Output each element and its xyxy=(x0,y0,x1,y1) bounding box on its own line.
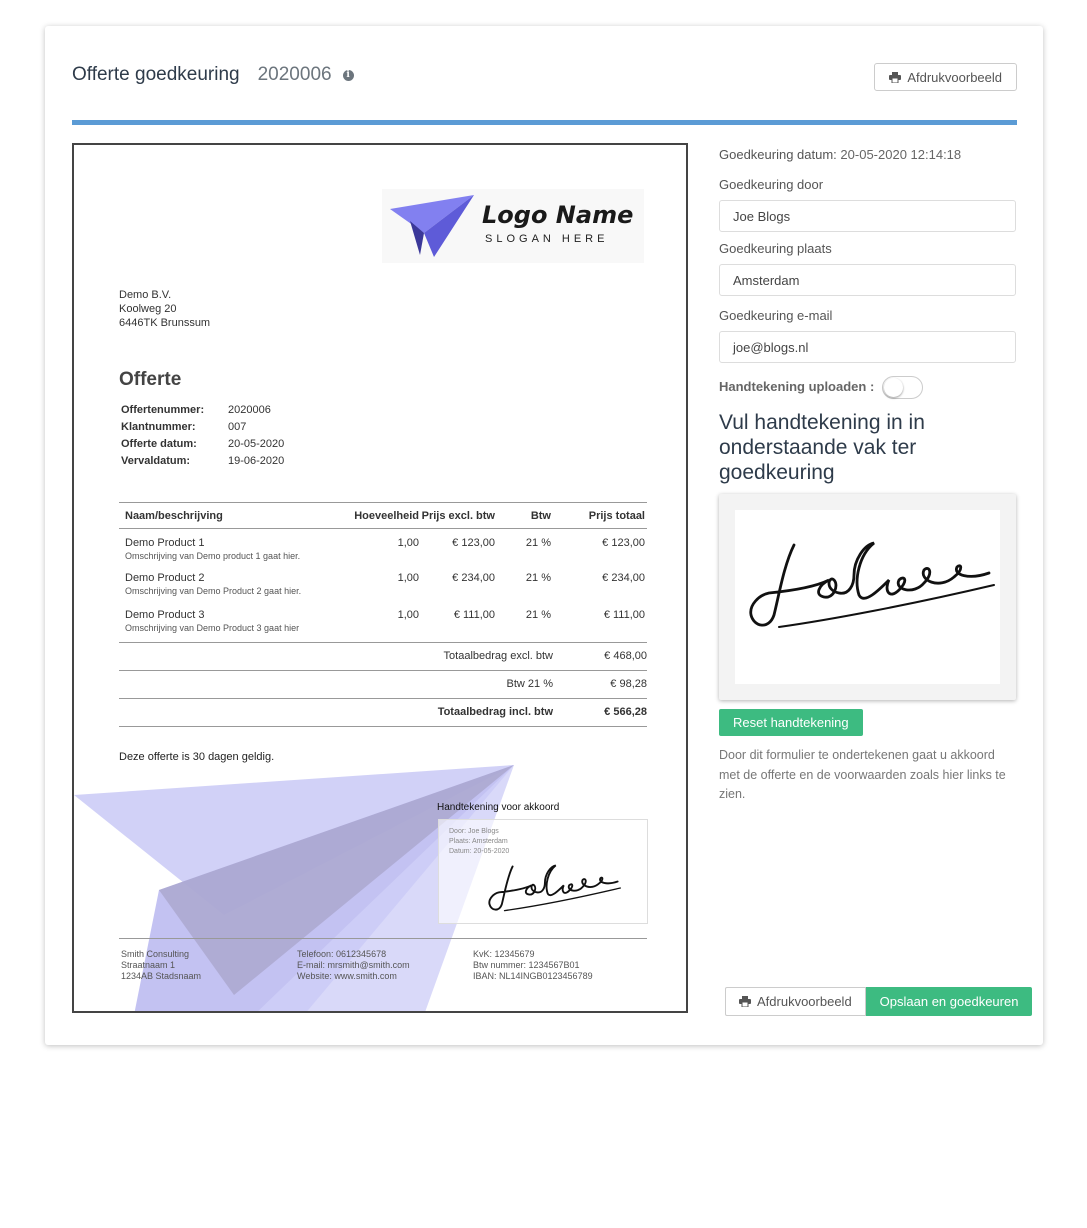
address-line: 6446TK Brunssum xyxy=(119,317,211,329)
product-name: Demo Product 1 xyxy=(125,537,205,549)
line-total: € 111,00 xyxy=(603,609,645,621)
footer-registration: KvK: 12345679 Btw nummer: 1234567B01 IBAN: NL14INGB0123456789 xyxy=(473,949,593,981)
grand-total-row: Totaalbedrag incl. btw € 566,28 xyxy=(119,698,647,727)
action-buttons xyxy=(725,987,1032,1016)
table-row xyxy=(119,529,647,565)
meta-row: Offerte datum: 20-05-2020 xyxy=(121,438,285,450)
signature-meta: Door: Joe Blogs Plaats: Amsterdam Datum: 20-05-2020 xyxy=(449,828,510,855)
page-title: Offerte goedkeuring xyxy=(72,64,240,85)
product-name: Demo Product 2 xyxy=(125,572,205,584)
print-preview-button-top[interactable] xyxy=(874,63,1017,91)
logo-name: Logo Name xyxy=(482,201,634,229)
vat-rate: 21 % xyxy=(525,537,551,549)
document-signature-box xyxy=(438,819,648,924)
line-total: € 123,00 xyxy=(602,537,645,549)
terms-note: Door dit formulier te ondertekenen gaat u akkoord met de offerte en de voorwaarden zoals hier links te zien. xyxy=(719,748,1006,801)
approved-by-label: Goedkeuring door xyxy=(719,177,824,192)
approval-place-label: Goedkeuring plaats xyxy=(719,241,832,256)
product-name: Demo Product 3 xyxy=(125,609,205,621)
meta-row: Klantnummer: 007 xyxy=(121,421,247,433)
unit-price: € 234,00 xyxy=(452,572,495,584)
unit-price: € 111,00 xyxy=(453,609,495,621)
subtotal-row: Totaalbedrag excl. btw € 468,00 xyxy=(119,642,647,670)
validity-note: Deze offerte is 30 dagen geldig. xyxy=(119,751,275,763)
meta-row: Offertenummer: 2020006 xyxy=(121,404,271,416)
approval-email-label: Goedkeuring e-mail xyxy=(719,308,833,323)
footer-contact: Telefoon: 0612345678 E-mail: mrsmith@smith.com Website: www.smith.com xyxy=(297,949,410,981)
approval-place-input[interactable]: Amsterdam xyxy=(719,264,1016,296)
handwritten-signature-small xyxy=(483,858,623,918)
printer-icon xyxy=(739,996,751,1007)
quote-number: 2020006 xyxy=(257,64,332,85)
logo-slogan: SLOGAN HERE xyxy=(485,233,609,245)
signature-section-title: Handtekening voor akkoord xyxy=(437,802,560,813)
handwritten-signature xyxy=(739,530,999,640)
table-row xyxy=(119,565,647,602)
paper-plane-logo-icon xyxy=(390,195,480,261)
signature-canvas[interactable] xyxy=(735,510,1000,684)
signature-upload-toggle[interactable] xyxy=(882,376,923,399)
column-header: Prijs totaal xyxy=(588,510,645,522)
meta-row: Vervaldatum: 19-06-2020 xyxy=(121,455,285,467)
accent-divider xyxy=(72,120,1017,125)
signature-pad[interactable] xyxy=(719,494,1016,700)
info-icon[interactable]: i xyxy=(343,70,354,81)
reset-signature-button[interactable]: Reset handtekening xyxy=(719,709,863,736)
quantity: 1,00 xyxy=(397,537,419,549)
document-footer xyxy=(119,938,647,982)
approval-card xyxy=(45,26,1043,1045)
footer-company: Smith Consulting Straatnaam 1 1234AB Stadsnaam xyxy=(121,949,202,981)
address-line: Koolweg 20 xyxy=(119,303,177,315)
approval-date-value: 20-05-2020 12:14:18 xyxy=(840,147,962,162)
approval-form xyxy=(719,146,1016,805)
quote-meta xyxy=(121,402,284,470)
quote-document-preview xyxy=(72,143,688,1013)
line-items-table xyxy=(119,502,647,727)
approval-date xyxy=(719,147,1016,173)
reset-row xyxy=(719,709,1016,736)
signature-upload-label: Handtekening uploaden : xyxy=(719,378,875,394)
signature-heading: Vul handtekening in in onderstaande vak ter goedkeuring xyxy=(719,411,925,484)
address-line: Demo B.V. xyxy=(119,289,172,301)
vat-rate: 21 % xyxy=(525,572,551,584)
quantity: 1,00 xyxy=(397,609,419,621)
vat-rate: 21 % xyxy=(525,609,551,621)
approved-by-input[interactable]: Joe Blogs xyxy=(719,200,1016,232)
column-header: Naam/beschrijving xyxy=(125,510,223,522)
product-description: Omschrijving van Demo product 1 gaat hier. xyxy=(125,551,301,561)
vat-total-row: Btw 21 % € 98,28 xyxy=(119,670,647,698)
printer-icon xyxy=(889,72,901,83)
column-header: Hoeveelheid xyxy=(354,510,419,522)
quantity: 1,00 xyxy=(397,572,419,584)
approval-email-input[interactable]: joe@blogs.nl xyxy=(719,331,1016,363)
company-logo xyxy=(382,189,644,263)
product-description: Omschrijving van Demo Product 3 gaat hier xyxy=(125,623,300,633)
save-and-approve-button[interactable]: Opslaan en goedkeuren xyxy=(866,987,1033,1016)
column-header: Btw xyxy=(530,510,551,522)
print-preview-label: Afdrukvoorbeeld xyxy=(907,69,1002,85)
column-header: Prijs excl. btw xyxy=(421,510,495,522)
print-preview-label: Afdrukvoorbeeld xyxy=(757,994,852,1009)
line-total: € 234,00 xyxy=(602,572,645,584)
table-header xyxy=(119,502,647,529)
table-row xyxy=(119,602,647,642)
page-header xyxy=(72,64,354,86)
unit-price: € 123,00 xyxy=(452,537,495,549)
signature-upload-row xyxy=(719,376,1016,399)
product-description: Omschrijving van Demo Product 2 gaat hier. xyxy=(125,586,302,596)
customer-address xyxy=(119,288,210,330)
approval-date-label: Goedkeuring datum: xyxy=(719,147,837,162)
print-preview-button[interactable] xyxy=(725,987,866,1016)
document-title: Offerte xyxy=(119,369,182,390)
toggle-knob xyxy=(884,378,903,397)
